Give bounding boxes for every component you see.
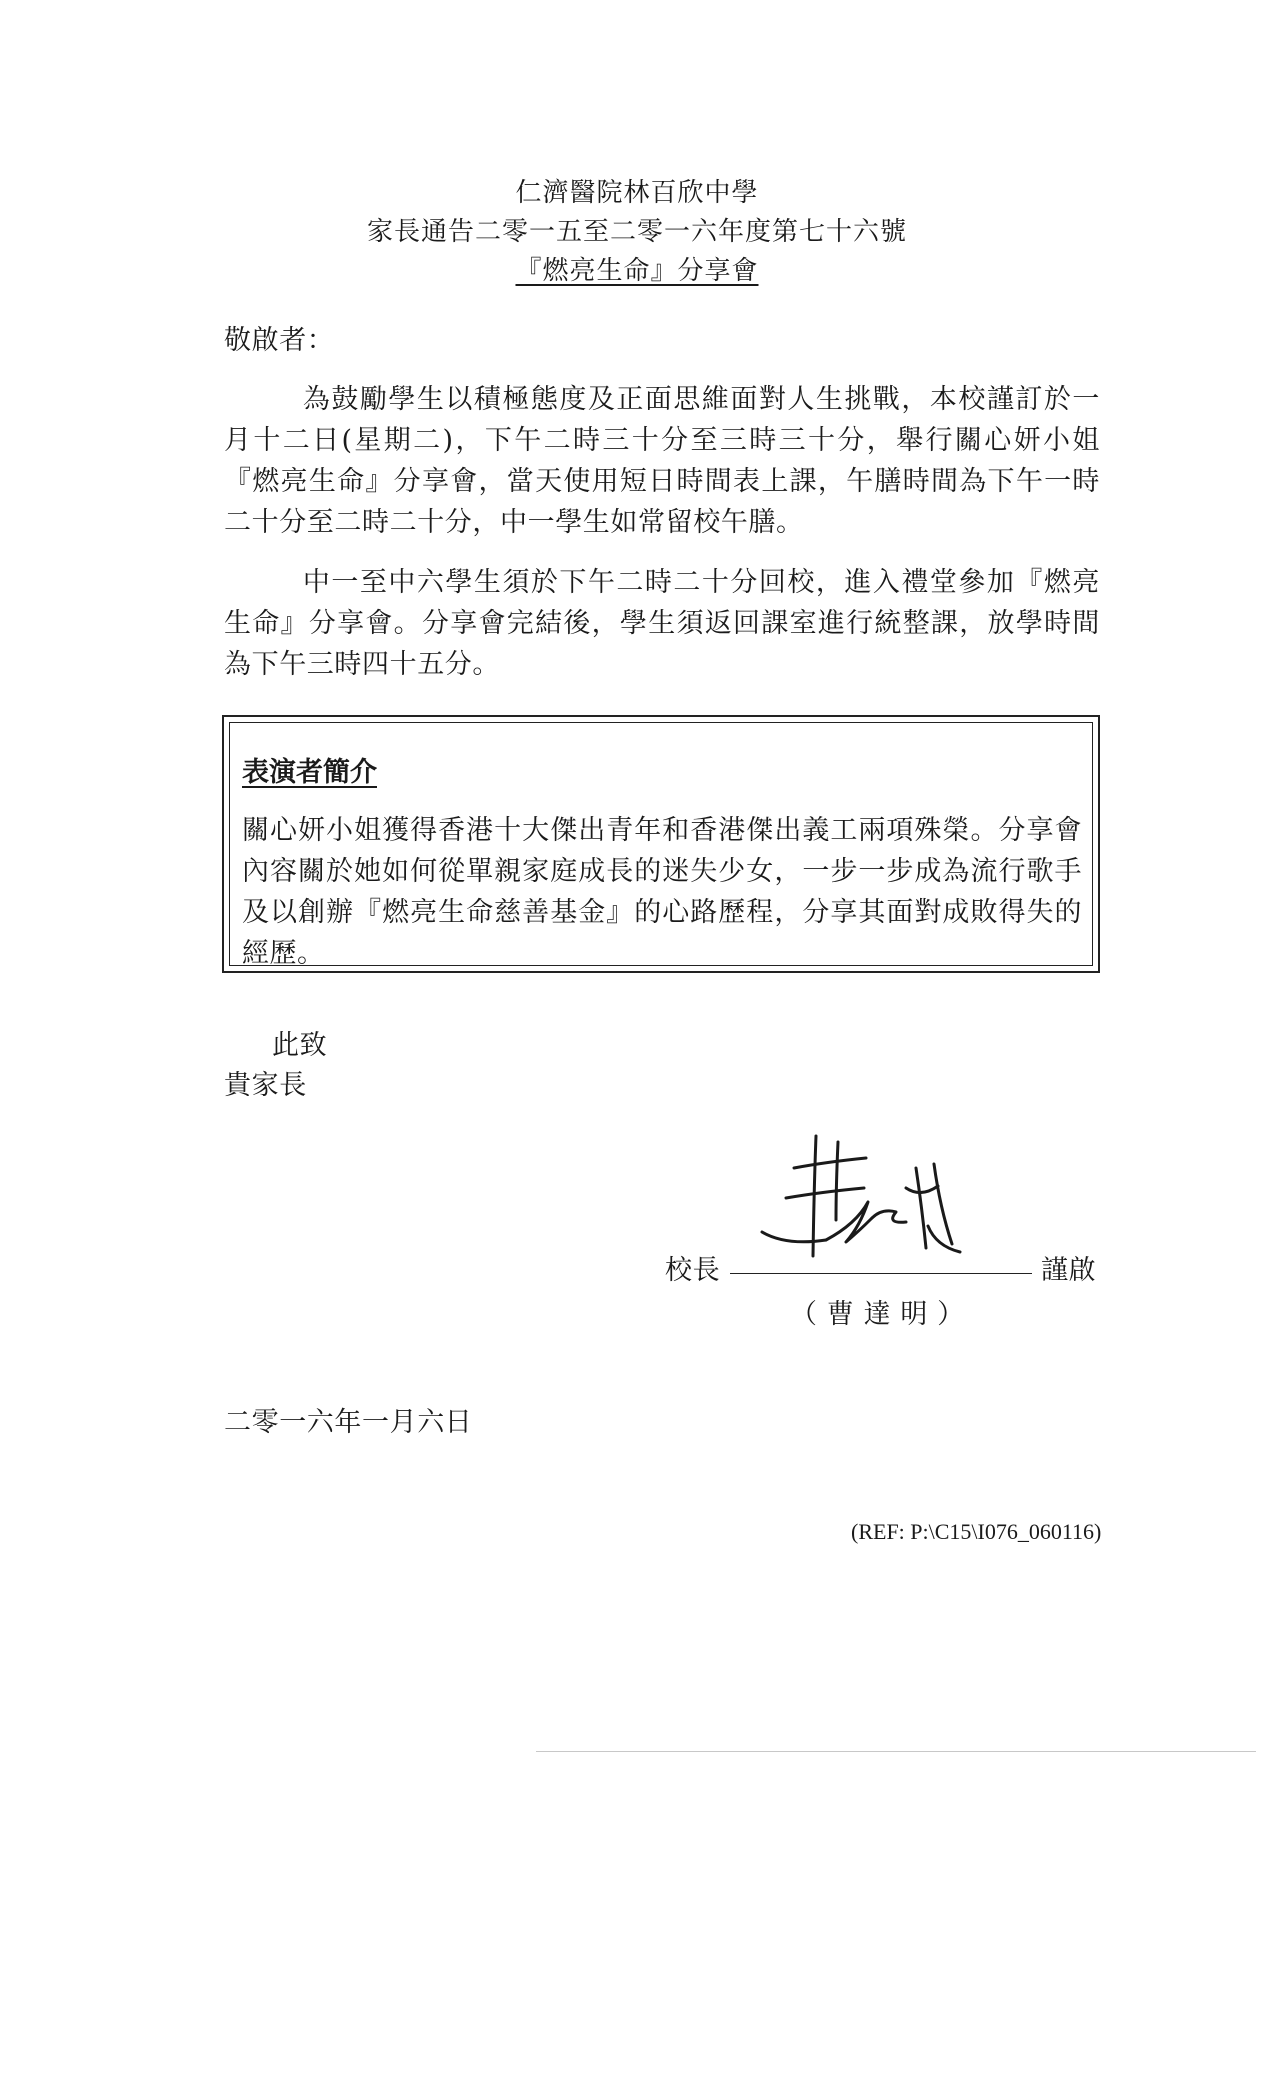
reference-code: (REF: P:\C15\I076_060116) xyxy=(851,1519,1102,1544)
principal-label: 校長 xyxy=(665,1255,721,1286)
sign-off: 謹啟 xyxy=(1041,1255,1097,1286)
principal-name: （ 曹 達 明 ） xyxy=(790,1299,965,1330)
paragraph-2-text: 中一至中六學生須於下午二時二十分回校，進入禮堂參加『燃亮生命』分享會。分享會完結後，學生須返回課室進行統整課，放學時間為下午三時四十五分。 xyxy=(224,567,1100,680)
closing-line-1: 此致 xyxy=(272,1030,328,1061)
notice-title: 『燃亮生命』分享會 xyxy=(515,256,759,286)
closing-line-2: 貴家長 xyxy=(224,1070,307,1101)
paragraph-1-text: 為鼓勵學生以積極態度及正面思維面對人生挑戰，本校謹訂於一月十二日(星期二)，下午二時三十分至三時三十分，舉行關心妍小姐『燃亮生命』分享會，當天使用短日時間表上課，午膳時間為下午一時二十分至二時二十分，中一學生如常留校午膳。 xyxy=(224,384,1100,538)
greeting: 敬啟者： xyxy=(224,325,335,356)
scan-divider-line xyxy=(536,1751,1256,1752)
performer-intro-title: 表演者簡介 xyxy=(242,757,377,788)
notice-date: 二零一六年一月六日 xyxy=(224,1407,473,1438)
performer-intro-box xyxy=(222,715,1100,973)
paragraph-1 xyxy=(224,379,1100,543)
handwritten-signature xyxy=(756,1128,986,1278)
performer-intro-body: 關心妍小姐獲得香港十大傑出青年和香港傑出義工兩項殊榮。分享會內容關於她如何從單親家庭成長的迷失少女，一步一步成為流行歌手及以創辦『燃亮生命慈善基金』的心路歷程，分享其面對成敗得失的經歷。 xyxy=(242,815,1082,969)
notice-number: 家長通告二零一五至二零一六年度第七十六號 xyxy=(366,217,907,247)
school-name: 仁濟醫院林百欣中學 xyxy=(515,178,759,208)
paragraph-2 xyxy=(224,562,1100,685)
